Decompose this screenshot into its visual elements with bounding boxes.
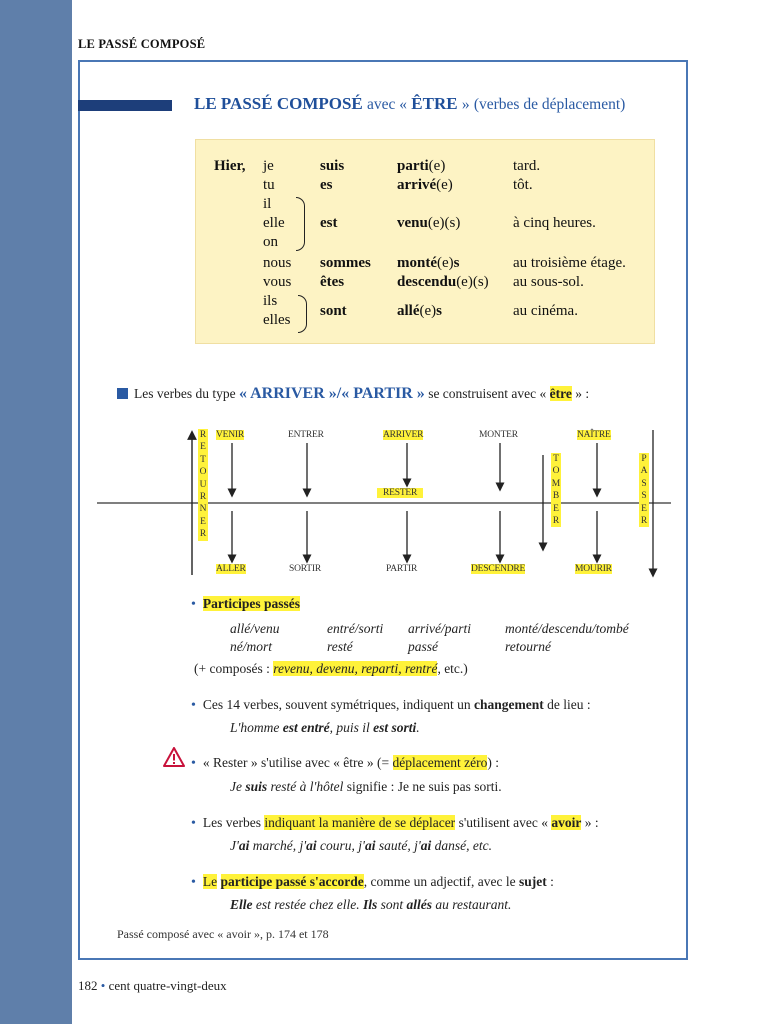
pronoun: elles: [263, 312, 291, 328]
pronoun: je: [263, 158, 274, 174]
cross-reference-note: Passé composé avec « avoir », p. 174 et 178: [117, 927, 329, 941]
composes-line: (+ composés : revenu, devenu, reparti, rentré, etc.): [194, 661, 468, 676]
title-close: »: [461, 96, 470, 113]
participles-heading: • Participes passés: [191, 596, 301, 612]
participle: arrivé(e): [397, 177, 453, 193]
title-etre: ÊTRE: [411, 94, 458, 113]
bullet-changement: • Ces 14 verbes, souvent symétriques, indiquent un changement de lieu :: [191, 697, 591, 713]
brace-ils-elles: [298, 295, 307, 333]
pronoun: ils: [263, 293, 278, 309]
auxiliary: sont: [320, 303, 347, 319]
example-changement: L'homme est entré, puis il est sorti.: [230, 720, 420, 735]
complement: au cinéma.: [513, 303, 578, 319]
pronoun: elle: [263, 215, 285, 231]
complement: au troisième étage.: [513, 255, 626, 271]
warning-icon: [163, 747, 185, 767]
auxiliary: suis: [320, 158, 345, 174]
verb-mourir: MOURIR: [575, 564, 612, 574]
bullet-accord: • Le participe passé s'accorde, comme un adjectif, avec le sujet :: [191, 874, 554, 890]
verb-sortir: SORTIR: [289, 564, 322, 574]
page-edge-band: [0, 0, 72, 1024]
example-rester: Je suis resté à l'hôtel signifie : Je ne suis pas sorti.: [230, 779, 502, 794]
verb-retourner: R E T O U R N E R: [199, 430, 207, 540]
participle: allé(e)s: [397, 303, 442, 319]
verb-rester: RESTER: [377, 488, 423, 498]
verb-aller: ALLER: [216, 564, 246, 574]
pronoun: il: [263, 196, 272, 212]
participle-cell: retourné: [505, 639, 551, 654]
diagram-lines: [95, 425, 675, 583]
verb-arriver: ARRIVER: [383, 430, 424, 440]
complement: à cinq heures.: [513, 215, 596, 231]
verb-monter: MONTER: [479, 430, 518, 440]
conjugation-lead: Hier,: [214, 158, 246, 174]
pronoun: on: [263, 234, 278, 250]
section-heading: Les verbes du type « ARRIVER »/« PARTIR » se construisent avec « être » :: [117, 385, 589, 403]
title-bar-decoration: [78, 100, 172, 111]
participle-cell: passé: [408, 639, 438, 654]
auxiliary: êtes: [320, 274, 345, 290]
pronoun: vous: [263, 274, 292, 290]
auxiliary: es: [320, 177, 333, 193]
title-avec: avec «: [367, 96, 408, 113]
participle-cell: monté/descendu/tombé: [505, 621, 629, 636]
verb-entrer: ENTRER: [288, 430, 324, 440]
verb-descendre: DESCENDRE: [471, 564, 526, 574]
participle: monté(e)s: [397, 255, 460, 271]
participle-cell: entré/sorti: [327, 621, 384, 636]
page-number: 182 • cent quatre-vingt-deux: [78, 978, 227, 993]
participle: descendu(e)(s): [397, 274, 489, 290]
verb-tomber: T O M B E R: [551, 454, 561, 527]
movement-diagram: [95, 425, 675, 583]
participle: venu(e)(s): [397, 215, 461, 231]
bullet-avoir: • Les verbes indiquant la manière de se déplacer s'utilisent avec « avoir » :: [191, 815, 599, 831]
title-parenthetical: (verbes de déplacement): [473, 96, 626, 113]
participle-cell: allé/venu: [230, 621, 280, 636]
verb-passer: P A S S E R: [640, 454, 648, 527]
complement: au sous-sol.: [513, 274, 584, 290]
example-accord: Elle est restée chez elle. Ils sont allés au restaurant.: [230, 897, 512, 912]
participle-cell: arrivé/parti: [408, 621, 471, 636]
verb-naitre: NAÎTRE: [577, 430, 611, 440]
example-avoir: J'ai marché, j'ai couru, j'ai sauté, j'ai dansé, etc.: [230, 838, 492, 853]
verb-venir: VENIR: [216, 430, 245, 440]
section-square-icon: [117, 388, 128, 399]
section-title: [194, 94, 625, 114]
brace-il-elle-on: [296, 197, 305, 251]
participle: parti(e): [397, 158, 446, 174]
participle-cell: resté: [327, 639, 353, 654]
bullet-rester: • « Rester » s'utilise avec « être » (= déplacement zéro) :: [191, 755, 499, 771]
pronoun: nous: [263, 255, 292, 271]
auxiliary: est: [320, 215, 338, 231]
participle-cell: né/mort: [230, 639, 272, 654]
auxiliary: sommes: [320, 255, 371, 271]
title-main: LE PASSÉ COMPOSÉ: [194, 94, 363, 113]
running-header: LE PASSÉ COMPOSÉ: [78, 37, 206, 51]
complement: tard.: [513, 158, 541, 174]
pronoun: tu: [263, 177, 275, 193]
complement: tôt.: [513, 177, 533, 193]
verb-partir: PARTIR: [386, 564, 418, 574]
